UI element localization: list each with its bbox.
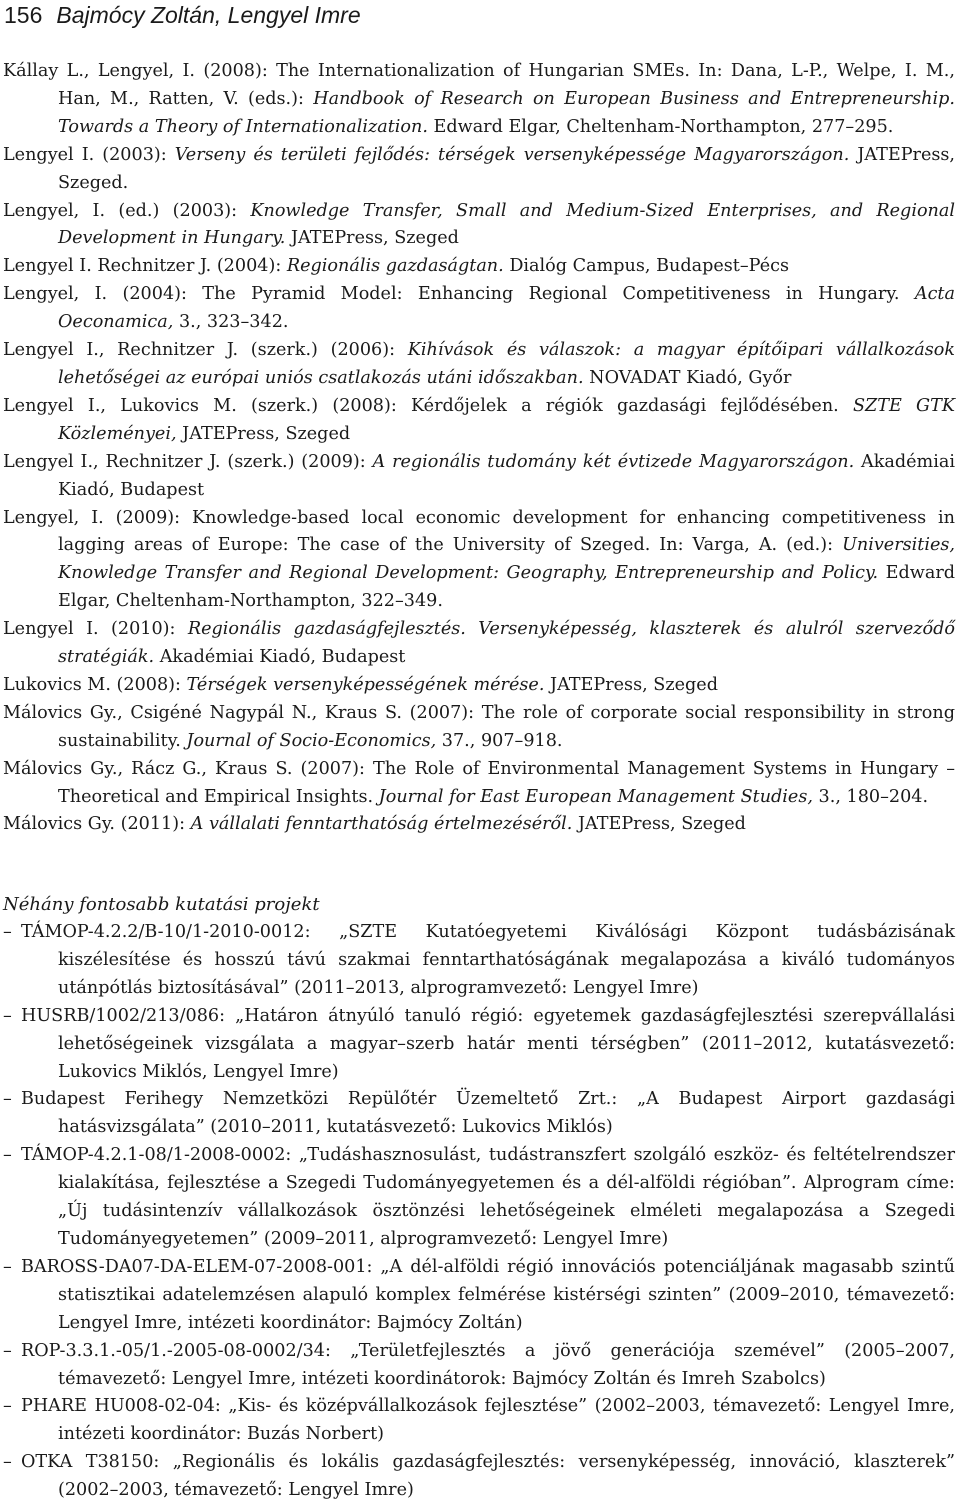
reference-item: Lengyel I. (2010): Regionális gazdaságfejlesztés. Versenyképesség, klaszterek és alulról szerveződő stratégiák. Akadémiai Kiadó, Budapest: [3, 619, 956, 668]
project-item: – ROP-3.3.1.-05/1.-2005-08-0002/34: „Területfejlesztés a jövő generációja szemével” (2005–2007, témavezető: Lengyel Imre, intézeti koordinátorok: Bajmócy Zoltán és Imreh Szabolcs): [3, 1340, 955, 1389]
project-item: – HUSRB/1002/213/086: „Határon átnyúló tanuló régió: egyetemek gazdaságfejlesztési szerepvállalási lehetőségeinek vizsgálata a magyar–szerb határ menti térségben” (2011–2012, kutatásvezető: Lukovics Miklós, Lengyel Imre): [3, 1005, 955, 1082]
running-head-authors: Bajmócy Zoltán, Lengyel Imre: [56, 2, 361, 28]
reference-item: Lukovics M. (2008): Térségek versenyképességének mérése. JATEPress, Szeged: [3, 674, 718, 695]
reference-item: Lengyel I. (2003): Verseny és területi fejlődés: térségek versenyképessége Magyarországon. JATEPress, Szeged.: [3, 144, 956, 193]
reference-item: Lengyel I., Rechnitzer J. (szerk.) (2006): Kihívások és válaszok: a magyar építőipari vállalkozások lehetőségei az európai uniós csatlakozás utáni időszakban. NOVADAT Kiadó, Győr: [3, 340, 955, 388]
page-header: [4, 0, 361, 30]
reference-item: Málovics Gy., Rácz G., Kraus S. (2007): The Role of Environmental Management Systems in Hungary – Theoretical and Empirical Insights. Journal for East European Management Studies, 3., 180–204.: [3, 758, 955, 807]
reference-item: Lengyel I., Rechnitzer J. (szerk.) (2009): A regionális tudomány két évtizede Magyarországon. Akadémiai Kiadó, Budapest: [3, 451, 955, 500]
project-item: – OTKA T38150: „Regionális és lokális gazdaságfejlesztés: versenyképesség, innováció, klaszterek” (2002–2003, témavezető: Lengyel Imre): [3, 1452, 955, 1501]
project-list: [3, 919, 955, 1505]
projects-heading: Néhány fontosabb kutatási projekt: [3, 894, 320, 915]
reference-item: Lengyel I. Rechnitzer J. (2004): Regionális gazdaságtan. Dialóg Campus, Budapest–Pécs: [3, 256, 789, 277]
project-item: – BAROSS-DA07-DA-ELEM-07-2008-001: „A dél-alföldi régió innovációs potenciáljának magasabb szintű statisztikai adatelemzésen alapuló komplex felmérése kistérségi szinten” (2009–2010, témavezető: Lengyel Imre, intézeti koordinátor: Bajmócy Zoltán): [3, 1256, 955, 1333]
reference-item: Lengyel, I. (2009): Knowledge-based local economic development for enhancing competitiveness in lagging areas of Europe: The case of the University of Szeged. In: Varga, A. (ed.): Universities, Knowledge Transfer and Regional Development: Geography, Entrepreneurship and Policy. Edward Elgar, Cheltenham-Northampton, 322–349.: [3, 507, 955, 612]
project-item: – Budapest Ferihegy Nemzetközi Repülőtér Üzemeltető Zrt.: „A Budapest Airport gazdasági hatásvizsgálata” (2010–2011, kutatásvezető: Lukovics Miklós): [3, 1089, 955, 1138]
reference-item: Lengyel I., Lukovics M. (szerk.) (2008): Kérdőjelek a régiók gazdasági fejlődésében. SZTE GTK Közleményei, JATEPress, Szeged: [3, 395, 955, 444]
reference-item: Málovics Gy. (2011): A vállalati fenntarthatóság értelmezéséről. JATEPress, Szeged: [3, 814, 746, 835]
page-number: 156: [4, 2, 43, 28]
reference-item: Málovics Gy., Csigéné Nagypál N., Kraus S. (2007): The role of corporate social responsibility in strong sustainability. Journal of Socio-Economics, 37., 907–918.: [3, 702, 955, 751]
reference-item: Lengyel, I. (ed.) (2003): Knowledge Transfer, Small and Medium-Sized Enterprises, and Regional Development in Hungary. JATEPress, Szeged: [3, 200, 955, 249]
project-item: – PHARE HU008-02-04: „Kis- és középvállalkozások fejlesztése” (2002–2003, témavezető: Lengyel Imre, intézeti koordinátor: Buzás Norbert): [3, 1396, 955, 1445]
reference-list: [3, 58, 955, 839]
reference-item: Lengyel, I. (2004): The Pyramid Model: Enhancing Regional Competitiveness in Hungary. Acta Oeconamica, 3., 323–342.: [3, 284, 955, 333]
project-item: – TÁMOP-4.2.1-08/1-2008-0002: „Tudáshasznosulást, tudástranszfert szolgáló eszköz- és feltételrendszer kialakítása, fejlesztése a Szegedi Tudományegyetemen és a dél-alföldi régióban”. Alprogram címe: „Új tudásintenzív vállalkozások ösztönzési lehetőségeinek elméleti megalapozása a Szegedi Tudományegyetemen” (2009–2011, alprogramvezető: Lengyel Imre): [3, 1145, 955, 1249]
reference-item: Kállay L., Lengyel, I. (2008): The Internationalization of Hungarian SMEs. In: Dana, L-P., Welpe, I. M., Han, M., Ratten, V. (eds.): Handbook of Research on European Business and Entrepreneurship. Towards a Theory of Internationalization. Edward Elgar, Cheltenham-Northampton, 277–295.: [3, 61, 955, 137]
project-item: – TÁMOP-4.2.2/B-10/1-2010-0012: „SZTE Kutatóegyetemi Kiválósági Központ tudásbázisának kiszélesítése és hosszú távú szakmai fenntarthatóságának megalapozása a kiváló tudományos utánpótlás biztosításával” (2011–2013, alprogramvezető: Lengyel Imre): [3, 922, 955, 998]
